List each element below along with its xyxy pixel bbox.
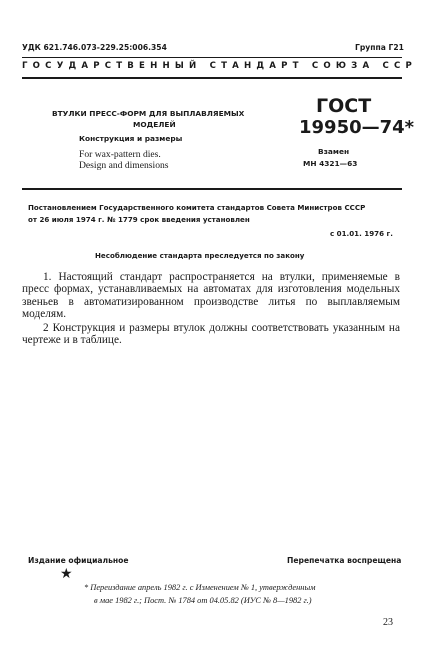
replaces-value: МН 4321—63 <box>303 159 358 168</box>
footnote-line1: * Переиздание апрель 1982 г. с Изменением № 1, утвержденным <box>84 583 316 592</box>
header-rule-bottom <box>22 77 402 79</box>
english-title-line2: Design and dimensions <box>79 160 169 171</box>
title-block-rule <box>22 188 402 190</box>
gost-number: 19950—74* <box>299 117 415 138</box>
english-title-line1: For wax-pattern dies. <box>79 149 161 160</box>
header-rule-top <box>22 57 402 58</box>
state-standard-banner: ГОСУДАРСТВЕННЫЙ СТАНДАРТ СОЮЗА ССР <box>22 61 418 71</box>
paragraph-1: 1. Настоящий стандарт распространяется на втулки, применяемые в пресс формах, устанавливаемых на автоматах для изготовления модельных звеньев в автоматизированном производстве литья по выплавляемым моделям. <box>22 271 400 321</box>
document-title-line1: ВТУЛКИ ПРЕСС-ФОРМ ДЛЯ ВЫПЛАВЛЯЕМЫХ <box>52 109 245 118</box>
udk-code: УДК 621.746.073-229.25:006.354 <box>22 43 167 52</box>
page-number: 23 <box>383 617 393 628</box>
paragraph-2: 2 Конструкция и размеры втулок должны соответствовать указанным на чертеже и в таблице. <box>22 322 400 347</box>
document-title-line2: МОДЕЛЕЙ <box>133 120 176 129</box>
footnote-line2: в мае 1982 г.; Пост. № 1784 от 04.05.82 (ИУС № 8—1982 г.) <box>94 596 312 605</box>
legal-warning: Несоблюдение стандарта преследуется по закону <box>95 251 305 260</box>
document-subtitle: Конструкция и размеры <box>79 134 183 143</box>
decree-line1: Постановлением Государственного комитета стандартов Совета Министров СССР <box>28 203 366 212</box>
replaces-label: Взамен <box>318 147 350 156</box>
decree-line2: от 26 июля 1974 г. № 1779 срок введения установлен <box>28 215 250 224</box>
decree-effective-date: с 01.01. 1976 г. <box>330 229 393 238</box>
star-icon: ★ <box>60 567 73 582</box>
official-edition: Издание официальное <box>28 556 129 565</box>
gost-label: ГОСТ <box>316 95 372 117</box>
group-code: Группа Г21 <box>355 43 404 52</box>
reprint-forbidden: Перепечатка воспрещена <box>287 556 402 565</box>
